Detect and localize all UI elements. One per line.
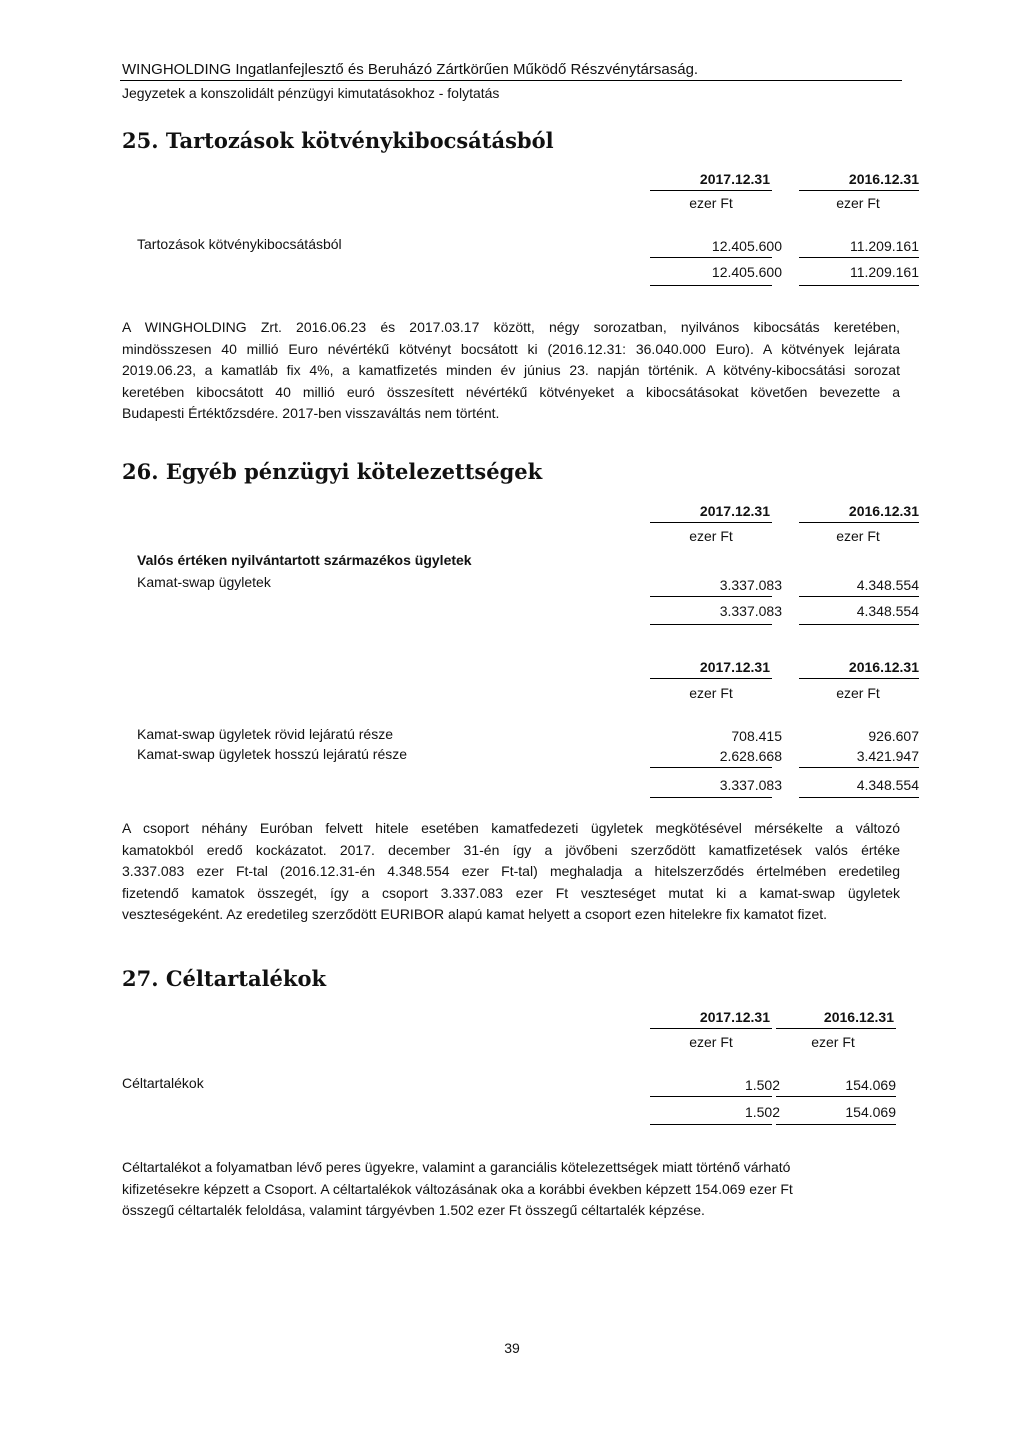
s26-para-line: fizetendő kamatok összegét, így a csoport 3.337.083 ezer Ft veszteséget mutat ki a kamat-swap ügyletek: [122, 884, 900, 901]
s27-para-line: kifizetésekre képzett a Csoport. A céltartalékok változásának oka a korábbi években képzett 154.069 ezer Ft: [122, 1180, 793, 1197]
s26-para-line: kamatokból eredő kockázatot. 2017. december 31-én így a jövőbeni szerződött kamatfizetések valós értéke: [122, 841, 900, 858]
s26-t1-unit-2017: ezer Ft: [689, 528, 733, 544]
s26-t2-col-2017-rule: [650, 678, 772, 679]
s26-t2-row1-value-2016: 926.607: [868, 728, 919, 744]
s26-para-line: veszteségeként. Az eredetileg szerződött EURIBOR alapú kamat helyett a csoport ezen hitelekre fix kamatot fizet.: [122, 906, 828, 922]
s27-row-value-2017: 1.502: [744, 1077, 780, 1093]
s27-total-rule-2017: [650, 1124, 772, 1125]
s26-group-label: Valós értéken nyilvántartott származékos ügyletek: [137, 552, 472, 568]
s26-t2-total-2016: 4.348.554: [856, 777, 919, 793]
s25-subtotal-rule-2016: [799, 257, 919, 258]
s25-row-label: Tartozások kötvénykibocsátásból: [137, 236, 342, 252]
s25-paragraph: [122, 317, 900, 425]
s27-row-label: Céltartalékok: [122, 1075, 204, 1091]
s27-col-2017-rule: [650, 1028, 772, 1029]
s26-t1-unit-2016: ezer Ft: [836, 528, 880, 544]
s26-para-line: A csoport néhány Euróban felvett hitele esetében kamatfedezeti ügyletek megkötésével mérsékelte a változó: [122, 820, 900, 836]
s25-total-rule-2017: [650, 285, 772, 286]
s26-t1-row-label: Kamat-swap ügyletek: [137, 574, 271, 590]
s26-t2-subtotal-rule-2016: [799, 767, 919, 768]
s26-t1-col-2016: 2016.12.31: [848, 503, 919, 519]
s26-t2-total-rule-2017: [650, 797, 772, 798]
s26-t2-col-2016-rule: [799, 678, 919, 679]
s26-t1-col-2017-rule: [650, 522, 772, 523]
s25-subtotal-rule-2017: [650, 257, 772, 258]
s26-t2-row2-label: Kamat-swap ügyletek hosszú lejáratú része: [137, 746, 408, 762]
s25-para-line: mindösszesen 40 millió Euro névértékű kötvényt bocsátott ki (2016.12.31: 36.040.000 Euro). A kötvények lejárata: [122, 340, 900, 357]
s27-para-line: Céltartalékot a folyamatban lévő peres ügyekre, valamint a garanciális kötelezettségek miatt történő várható: [122, 1159, 791, 1175]
page-number: 39: [504, 1340, 520, 1356]
s27-subtotal-rule-2016: [776, 1096, 896, 1097]
s27-col-2016-rule: [776, 1028, 896, 1029]
s26-t1-row-value-2016: 4.348.554: [856, 577, 919, 593]
s25-total-2017: 12.405.600: [711, 264, 782, 280]
s27-total-2017: 1.502: [744, 1104, 780, 1120]
s26-t1-row-value-2017: 3.337.083: [719, 577, 782, 593]
s27-para-line: összegű céltartalék feloldása, valamint tárgyévben 1.502 ezer Ft összegű céltartalék képzése.: [122, 1202, 705, 1218]
s25-row-value-2017: 12.405.600: [711, 238, 782, 254]
s27-subtotal-rule-2017: [650, 1096, 772, 1097]
s25-unit-2017: ezer Ft: [689, 195, 733, 211]
header-divider: [120, 80, 902, 81]
document-header-company: WINGHOLDING Ingatlanfejlesztő és Beruházó Zártkörűen Működő Részvénytársaság.: [122, 61, 699, 78]
s27-row-value-2016: 154.069: [845, 1077, 896, 1093]
s25-col-2017: 2017.12.31: [699, 171, 770, 187]
s26-paragraph: [122, 818, 900, 926]
s26-t2-col-2016: 2016.12.31: [848, 659, 919, 675]
s27-col-2016: 2016.12.31: [823, 1009, 894, 1025]
s25-row-value-2016: 11.209.161: [849, 238, 919, 254]
s26-t2-total-2017: 3.337.083: [719, 777, 782, 793]
s25-total-rule-2016: [799, 285, 919, 286]
s25-col-2017-rule: [650, 190, 772, 191]
s27-total-2016: 154.069: [845, 1104, 896, 1120]
s27-unit-2017: ezer Ft: [689, 1034, 733, 1050]
s26-t1-total-2016: 4.348.554: [856, 603, 919, 619]
section-25-title: 25. Tartozások kötvénykibocsátásból: [122, 128, 554, 153]
s26-t2-col-2017: 2017.12.31: [699, 659, 770, 675]
s26-t1-total-rule-2017: [650, 624, 772, 625]
s25-para-line: keretében kibocsátott 40 millió euró összesített névértékű kötvényeket a kibocsátásokat követően bevezette a: [122, 383, 900, 400]
s27-total-rule-2016: [776, 1124, 896, 1125]
s25-col-2016-rule: [799, 190, 919, 191]
s26-t2-row1-label: Kamat-swap ügyletek rövid lejáratú része: [137, 726, 394, 742]
s26-t2-row2-value-2016: 3.421.947: [856, 748, 919, 764]
s26-t2-subtotal-rule-2017: [650, 767, 772, 768]
section-27-title: 27. Céltartalékok: [122, 966, 327, 991]
s26-t1-col-2016-rule: [799, 522, 919, 523]
s26-t1-subtotal-rule-2016: [799, 596, 919, 597]
s25-unit-2016: ezer Ft: [836, 195, 880, 211]
s26-t2-row2-value-2017: 2.628.668: [719, 748, 782, 764]
s26-t1-col-2017: 2017.12.31: [699, 503, 770, 519]
s25-para-line: A WINGHOLDING Zrt. 2016.06.23 és 2017.03.17 között, négy sorozatban, nyilvános kibocsátás keretében,: [122, 319, 900, 335]
document-header-subtitle: Jegyzetek a konszolidált pénzügyi kimutatásokhoz - folytatás: [122, 85, 500, 101]
s27-col-2017: 2017.12.31: [699, 1009, 770, 1025]
s25-total-2016: 11.209.161: [849, 264, 919, 280]
s27-unit-2016: ezer Ft: [811, 1034, 855, 1050]
s26-t2-total-rule-2016: [799, 797, 919, 798]
s26-t1-subtotal-rule-2017: [650, 596, 772, 597]
s27-paragraph: [122, 1157, 888, 1222]
s25-col-2016: 2016.12.31: [848, 171, 919, 187]
s26-t2-row1-value-2017: 708.415: [731, 728, 782, 744]
s26-t2-unit-2017: ezer Ft: [689, 685, 733, 701]
section-26-title: 26. Egyéb pénzügyi kötelezettségek: [122, 459, 543, 484]
s25-para-line: 2019.06.23, a kamatláb fix 4%, a kamatfizetés minden év június 23. napján történik. A kötvény-kibocsátási sorozat: [122, 362, 900, 378]
s26-t1-total-2017: 3.337.083: [719, 603, 782, 619]
s26-t1-total-rule-2016: [799, 624, 919, 625]
s26-t2-unit-2016: ezer Ft: [836, 685, 880, 701]
s26-para-line: 3.337.083 ezer Ft-tal (2016.12.31-én 4.348.554 ezer Ft-tal) meghaladja a hitelszerződés értelmében eredetileg: [122, 863, 900, 879]
s25-para-line: Budapesti Értéktőzsdére. 2017-ben visszaváltás nem történt.: [122, 405, 500, 421]
